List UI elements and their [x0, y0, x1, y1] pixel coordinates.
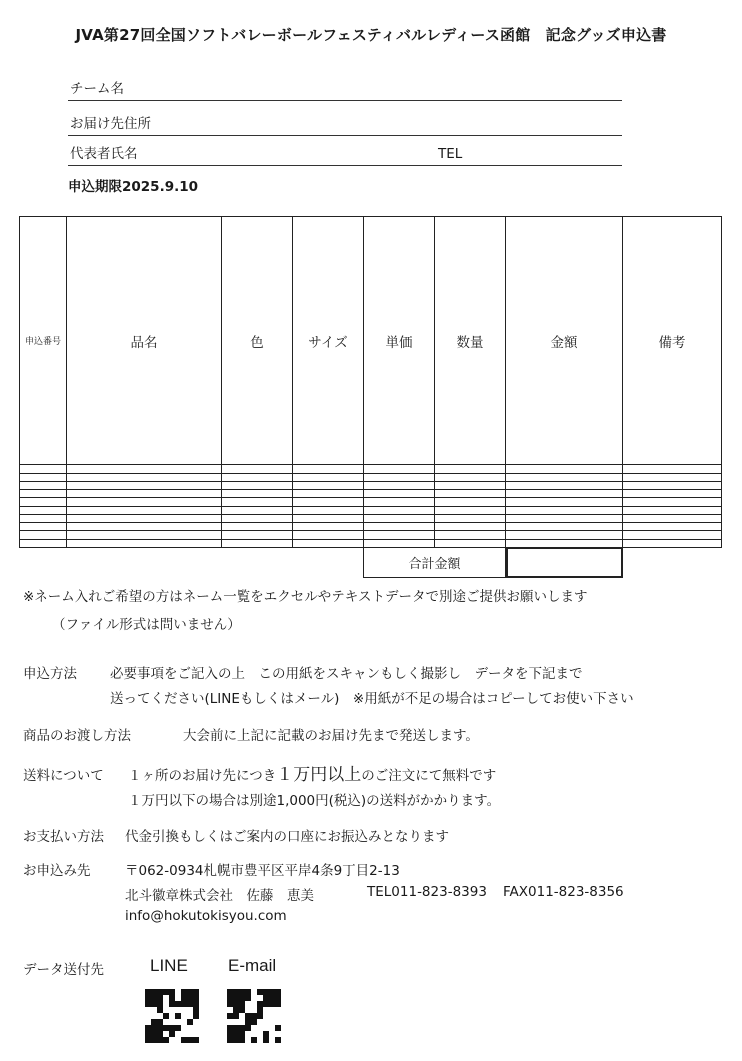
- table-cell[interactable]: [20, 465, 67, 473]
- payment-text: 代金引換もしくはご案内の口座にお振込みとなります: [125, 829, 449, 845]
- table-cell[interactable]: [435, 481, 506, 489]
- name-note: ※ネーム入れご希望の方はネーム一覧をエクセルやテキストデータで別途ご提供お願いします: [23, 589, 588, 605]
- table-cell[interactable]: [364, 481, 435, 489]
- table-cell[interactable]: [435, 506, 506, 514]
- data-send-label: データ送付先: [23, 962, 104, 978]
- table-cell[interactable]: [623, 498, 722, 506]
- delivery-label: 商品のお渡し方法: [23, 728, 131, 744]
- table-cell[interactable]: [293, 490, 364, 498]
- table-cell[interactable]: [67, 531, 222, 539]
- table-cell[interactable]: [623, 481, 722, 489]
- table-cell[interactable]: [67, 506, 222, 514]
- header-unit-price: 単価: [364, 217, 435, 465]
- table-cell[interactable]: [623, 473, 722, 481]
- table-cell[interactable]: [67, 539, 222, 547]
- table-cell[interactable]: [506, 465, 623, 473]
- table-cell[interactable]: [364, 523, 435, 531]
- payment-label: お支払い方法: [23, 829, 104, 845]
- total-amount-label: 合計金額: [363, 548, 506, 578]
- table-cell[interactable]: [67, 498, 222, 506]
- table-cell[interactable]: [293, 514, 364, 522]
- table-row: [20, 506, 722, 514]
- header-size: サイズ: [293, 217, 364, 465]
- header-color: 色: [222, 217, 293, 465]
- shipping-line1-a: １ヶ所のお届け先につき: [128, 768, 277, 784]
- team-name-label: チーム名: [70, 81, 124, 97]
- table-cell[interactable]: [293, 498, 364, 506]
- table-cell[interactable]: [364, 506, 435, 514]
- table-cell[interactable]: [67, 490, 222, 498]
- file-format-note: （ファイル形式は問いません）: [52, 617, 241, 633]
- table-cell[interactable]: [20, 498, 67, 506]
- shipping-label: 送料について: [23, 768, 104, 784]
- contact-address: 〒062-0934札幌市豊平区平岸4条9丁目2-13: [125, 863, 400, 879]
- apply-method-line2: 送ってください(LINEもしくはメール) ※用紙が不足の場合はコピーしてお使い下さい: [110, 691, 634, 707]
- order-table: [19, 216, 722, 548]
- email-label: E-mail: [228, 956, 277, 975]
- table-cell[interactable]: [506, 523, 623, 531]
- team-name-field[interactable]: [68, 70, 622, 101]
- table-cell[interactable]: [67, 481, 222, 489]
- table-cell[interactable]: [20, 523, 67, 531]
- shipping-line2: １万円以下の場合は別途1,000円(税込)の送料がかかります。: [128, 793, 501, 809]
- address-label: お届け先住所: [70, 116, 151, 132]
- delivery-text: 大会前に上記に記載のお届け先まで発送します。: [183, 728, 479, 744]
- table-row: [20, 539, 722, 547]
- table-cell[interactable]: [623, 539, 722, 547]
- contact-fax: FAX011-823-8356: [503, 884, 624, 900]
- table-cell[interactable]: [506, 481, 623, 489]
- tel-label: TEL: [438, 146, 463, 162]
- line-label: LINE: [150, 956, 188, 975]
- table-cell[interactable]: [506, 531, 623, 539]
- table-cell[interactable]: [506, 498, 623, 506]
- table-row: [20, 523, 722, 531]
- table-cell[interactable]: [222, 531, 293, 539]
- table-cell[interactable]: [623, 490, 722, 498]
- table-cell[interactable]: [67, 514, 222, 522]
- table-cell[interactable]: [623, 523, 722, 531]
- shipping-line1-big: １万円以上: [276, 765, 362, 785]
- table-header-row: [20, 217, 722, 465]
- total-amount-cell[interactable]: [506, 548, 623, 578]
- table-row: [20, 473, 722, 481]
- representative-label: 代表者氏名: [70, 146, 138, 162]
- table-cell[interactable]: [506, 490, 623, 498]
- table-cell[interactable]: [222, 481, 293, 489]
- contact-tel: TEL011-823-8393: [367, 884, 487, 900]
- table-cell[interactable]: [364, 539, 435, 547]
- table-cell[interactable]: [222, 490, 293, 498]
- table-cell[interactable]: [435, 514, 506, 522]
- table-cell[interactable]: [435, 465, 506, 473]
- table-cell[interactable]: [20, 539, 67, 547]
- table-cell[interactable]: [222, 523, 293, 531]
- table-cell[interactable]: [364, 514, 435, 522]
- table-cell[interactable]: [67, 523, 222, 531]
- page-title: JVA第27回全国ソフトバレーボールフェスティバルレディース函館 記念グッズ申込書: [75, 26, 667, 44]
- apply-method-label: 申込方法: [23, 666, 77, 682]
- table-cell[interactable]: [435, 490, 506, 498]
- table-cell[interactable]: [67, 473, 222, 481]
- table-cell[interactable]: [67, 465, 222, 473]
- table-cell[interactable]: [623, 531, 722, 539]
- table-cell[interactable]: [20, 481, 67, 489]
- apply-method-line1: 必要事項をご記入の上 この用紙をスキャンもしく撮影し データを下記まで: [110, 666, 583, 682]
- table-cell[interactable]: [293, 481, 364, 489]
- table-cell[interactable]: [222, 539, 293, 547]
- table-cell[interactable]: [222, 506, 293, 514]
- email-qr-code[interactable]: [227, 989, 281, 1043]
- header-order-no: 申込番号: [20, 217, 67, 465]
- contact-email[interactable]: info@hokutokisyou.com: [125, 908, 287, 924]
- table-cell[interactable]: [435, 498, 506, 506]
- representative-field[interactable]: [68, 135, 622, 166]
- table-cell[interactable]: [623, 506, 722, 514]
- address-field[interactable]: [68, 103, 622, 136]
- table-cell[interactable]: [364, 473, 435, 481]
- header-quantity: 数量: [435, 217, 506, 465]
- table-cell[interactable]: [20, 490, 67, 498]
- table-row: [20, 465, 722, 473]
- shipping-line1: [128, 760, 496, 785]
- table-cell[interactable]: [293, 531, 364, 539]
- header-amount: 金額: [506, 217, 623, 465]
- table-row: [20, 481, 722, 489]
- table-cell[interactable]: [364, 531, 435, 539]
- line-qr-code[interactable]: [145, 989, 199, 1043]
- table-cell[interactable]: [293, 465, 364, 473]
- header-item-name: 品名: [67, 217, 222, 465]
- table-cell[interactable]: [20, 506, 67, 514]
- table-cell[interactable]: [293, 506, 364, 514]
- deadline: 申込期限2025.9.10: [68, 179, 199, 195]
- table-cell[interactable]: [20, 473, 67, 481]
- table-cell[interactable]: [435, 523, 506, 531]
- contact-company: 北斗徽章株式会社 佐藤 恵美: [125, 888, 314, 904]
- table-cell[interactable]: [435, 531, 506, 539]
- table-cell[interactable]: [222, 473, 293, 481]
- table-cell[interactable]: [293, 523, 364, 531]
- shipping-line1-b: のご注文にて無料です: [361, 768, 497, 784]
- table-cell[interactable]: [435, 539, 506, 547]
- table-cell[interactable]: [506, 514, 623, 522]
- table-cell[interactable]: [20, 531, 67, 539]
- table-row: [20, 490, 722, 498]
- table-row: [20, 498, 722, 506]
- table-row: [20, 531, 722, 539]
- table-cell[interactable]: [20, 514, 67, 522]
- table-cell[interactable]: [364, 498, 435, 506]
- table-cell[interactable]: [506, 473, 623, 481]
- table-cell[interactable]: [506, 506, 623, 514]
- table-cell[interactable]: [293, 473, 364, 481]
- table-cell[interactable]: [222, 514, 293, 522]
- table-cell[interactable]: [364, 490, 435, 498]
- table-cell[interactable]: [623, 514, 722, 522]
- table-cell[interactable]: [364, 465, 435, 473]
- table-cell[interactable]: [293, 539, 364, 547]
- table-cell[interactable]: [222, 498, 293, 506]
- table-cell[interactable]: [222, 465, 293, 473]
- table-cell[interactable]: [435, 473, 506, 481]
- header-remarks: 備考: [623, 217, 722, 465]
- table-row: [20, 514, 722, 522]
- contact-label: お申込み先: [23, 863, 91, 879]
- table-cell[interactable]: [623, 465, 722, 473]
- table-cell[interactable]: [506, 539, 623, 547]
